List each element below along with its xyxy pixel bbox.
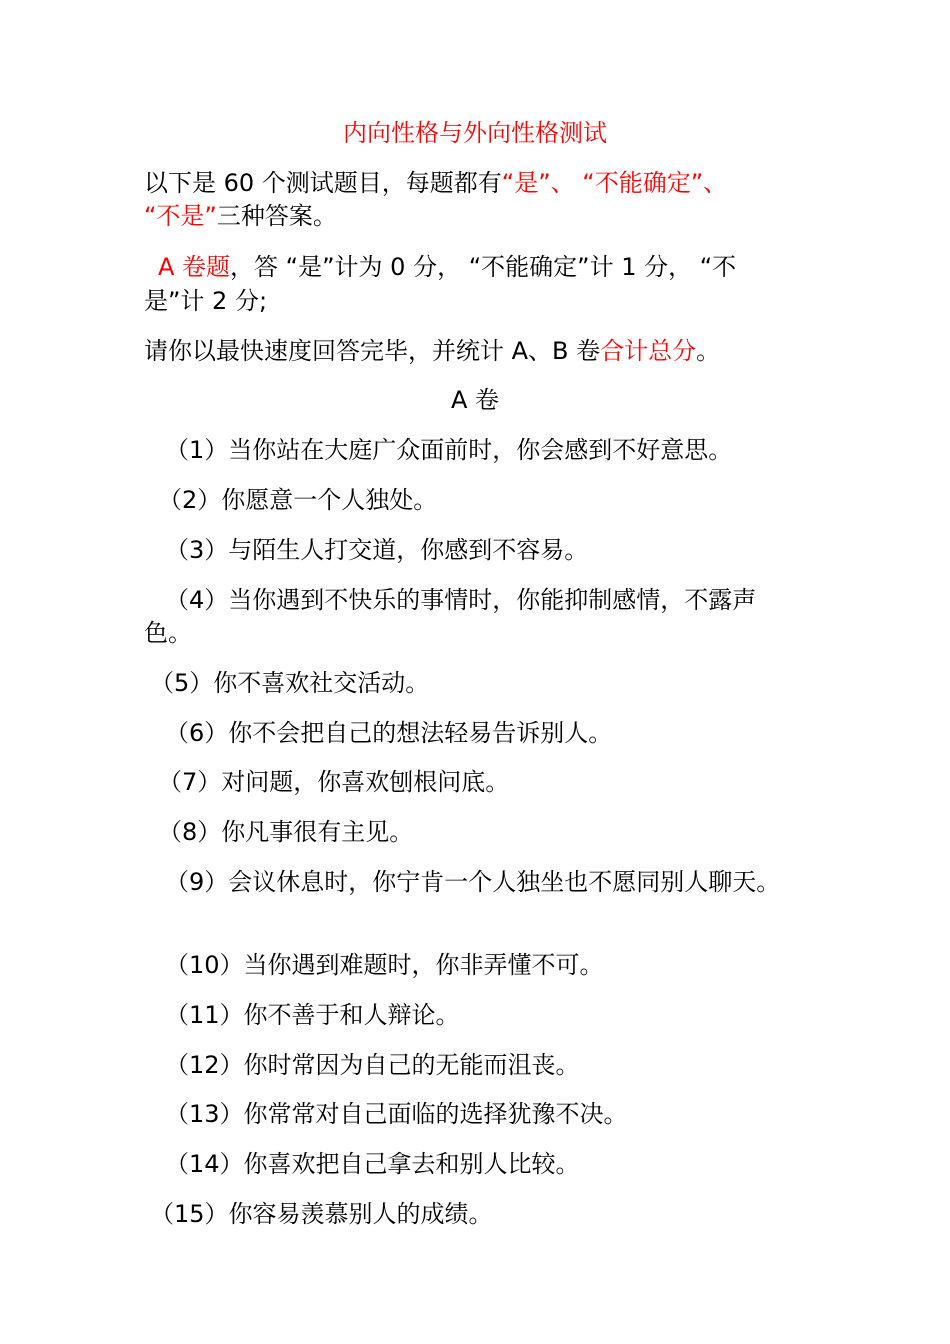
question-item-continued: 色。: [144, 619, 192, 647]
question-item: （4）当你遇到不快乐的事情时，你能抑制感情，不露声: [165, 586, 757, 614]
question-item: （3）与陌生人打交道，你感到不容易。: [165, 536, 589, 564]
question-item: （13）你常常对自己面临的选择犹豫不决。: [165, 1100, 628, 1128]
instruction-text: 请你以最快速度回答完毕，并统计 A、B 卷: [144, 337, 601, 365]
question-item: （1）当你站在大庭广众面前时，你会感到不好意思。: [165, 436, 733, 464]
question-item: （6）你不会把自己的想法轻易告诉别人。: [165, 719, 613, 747]
question-item: （14）你喜欢把自己拿去和别人比较。: [165, 1150, 580, 1178]
scoring-line-1: [158, 250, 736, 284]
question-item: （7）对问题，你喜欢刨根问底。: [158, 768, 510, 796]
intro-line-1: [144, 166, 727, 200]
instruction-end: 。: [696, 337, 721, 365]
question-item: （12）你时常因为自己的无能而沮丧。: [165, 1051, 580, 1079]
scoring-rule: ，答 “是”计为 0 分， “不能确定”计 1 分， “不: [230, 253, 737, 281]
question-item: （15）你容易羡慕别人的成绩。: [150, 1200, 493, 1228]
question-item: （5）你不喜欢社交活动。: [150, 669, 430, 697]
question-item: （9）会议休息时，你宁肯一个人独坐也不愿同别人聊天。: [165, 868, 781, 896]
section-heading: A 卷: [450, 386, 500, 414]
answer-options: “是”、 “不能确定”、: [501, 169, 728, 197]
question-item: （2）你愿意一个人独处。: [158, 486, 438, 514]
page-title: 内向性格与外向性格测试: [343, 119, 607, 147]
answer-option-no: “不是”: [144, 202, 217, 230]
intro-text: 以下是 60 个测试题目，每题都有: [144, 169, 502, 197]
scoring-label: A 卷题: [158, 253, 231, 281]
question-item: （11）你不善于和人辩论。: [165, 1001, 460, 1029]
total-score-highlight: 合计总分: [600, 337, 697, 365]
instruction-line: [144, 334, 720, 368]
intro-text-end: 三种答案。: [216, 202, 337, 230]
question-item: （10）当你遇到难题时，你非弄懂不可。: [165, 951, 604, 979]
question-item: （8）你凡事很有主见。: [158, 818, 414, 846]
scoring-line-2: 是”计 2 分;: [144, 287, 268, 315]
intro-line-2: [144, 199, 337, 233]
